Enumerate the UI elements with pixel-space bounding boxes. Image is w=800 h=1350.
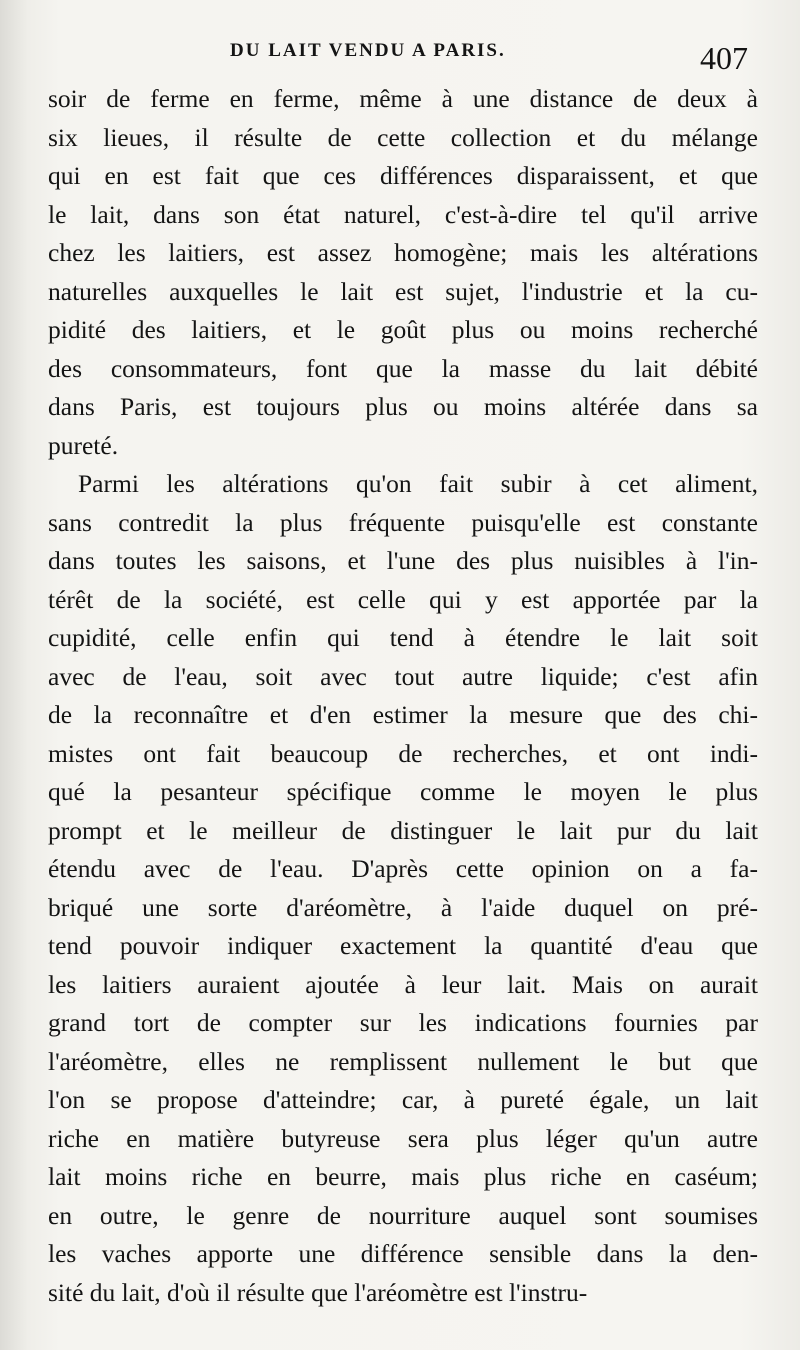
text-line: l'on se propose d'atteindre; car, à pureté égale, un lait: [48, 1085, 758, 1114]
text-line: pureté.: [48, 430, 119, 460]
text-line: chez les laitiers, est assez homogène; mais les altérations: [48, 238, 758, 267]
running-title: DU LAIT VENDU A PARIS.: [230, 40, 506, 61]
text-line: avec de l'eau, soit avec tout autre liquide; c'est afin: [48, 661, 758, 691]
text-line: cupidité, celle enfin qui tend à étendre le lait soit: [48, 623, 758, 652]
text-line: l'aréomètre, elles ne remplissent nullement le but que: [48, 1046, 758, 1076]
text-line: les vaches apporte une différence sensible dans la den-: [48, 1239, 758, 1268]
text-line: prompt et le meilleur de distinguer le lait pur du lait: [48, 815, 758, 845]
page-number: 407: [700, 40, 748, 76]
text-line: pidité des laitiers, et le goût plus ou moins recherché: [48, 315, 758, 344]
text-line: briqué une sorte d'aréomètre, à l'aide duquel on pré-: [48, 892, 758, 922]
text-line: grand tort de compter sur les indications fournies par: [48, 1008, 758, 1037]
text-line: tend pouvoir indiquer exactement la quantité d'eau que: [48, 931, 758, 960]
text-line: de la reconnaître et d'en estimer la mesure que des chi-: [48, 700, 758, 729]
text-line: térêt de la société, est celle qui y est apportée par la: [48, 584, 758, 614]
text-line: étendu avec de l'eau. D'après cette opinion on a fa-: [48, 854, 758, 883]
text-line: riche en matière butyreuse sera plus léger qu'un autre: [48, 1123, 758, 1153]
text-line: qui en est fait que ces différences disparaissent, et que: [48, 161, 758, 190]
text-line: qué la pesanteur spécifique comme le moyen le plus: [48, 777, 758, 806]
text-line: les laitiers auraient ajoutée à leur lait. Mais on aurait: [48, 969, 758, 999]
paragraph-2: [48, 465, 758, 1312]
paragraph-1: [48, 80, 758, 465]
text-line: six lieues, il résulte de cette collection et du mélange: [48, 122, 758, 152]
text-line: Parmi les altérations qu'on fait subir à cet aliment,: [78, 469, 758, 498]
text-line: en outre, le genre de nourriture auquel sont soumises: [48, 1200, 758, 1230]
text-line: soir de ferme en ferme, même à une distance de deux à: [48, 84, 758, 113]
text-line: sans contredit la plus fréquente puisqu'elle est constante: [48, 507, 758, 537]
text-line: mistes ont fait beaucoup de recherches, et ont indi-: [48, 738, 758, 768]
text-line: le lait, dans son état naturel, c'est-à-dire tel qu'il arrive: [48, 199, 758, 229]
text-line: sité du lait, d'où il résulte que l'aréomètre est l'instru-: [48, 1277, 588, 1307]
text-line: lait moins riche en beurre, mais plus riche en caséum;: [48, 1162, 758, 1191]
text-line: dans toutes les saisons, et l'une des plus nuisibles à l'in-: [48, 546, 758, 575]
text-line: des consommateurs, font que la masse du lait débité: [48, 353, 758, 383]
body-text: [48, 80, 758, 1312]
text-line: dans Paris, est toujours plus ou moins altérée dans sa: [48, 392, 758, 421]
text-line: naturelles auxquelles le lait est sujet, l'industrie et la cu-: [48, 276, 758, 306]
